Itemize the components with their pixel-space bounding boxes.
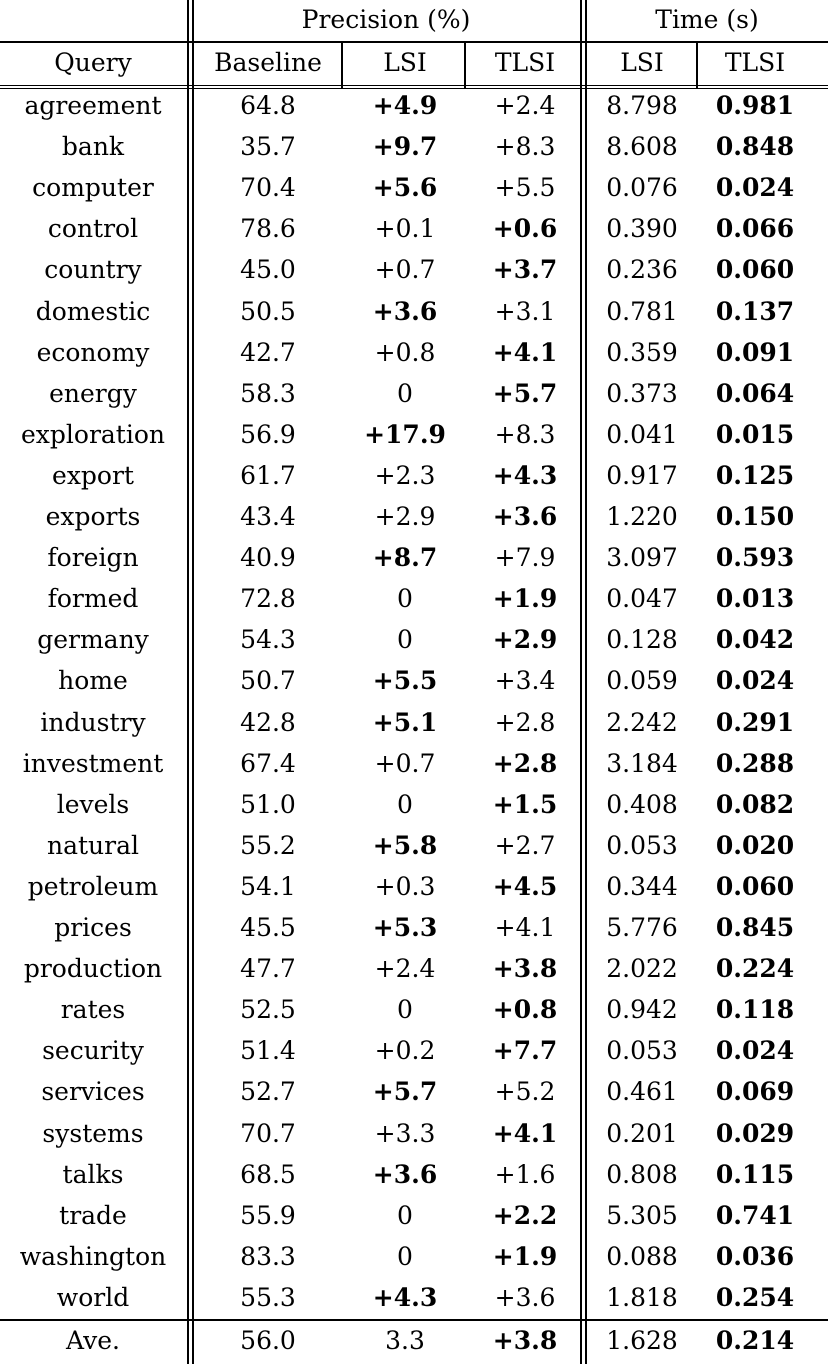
precision-tlsi-cell: +0.6	[492, 214, 558, 243]
precision-lsi-cell: 0	[397, 995, 413, 1024]
time-tlsi-cell: 0.848	[715, 132, 795, 161]
baseline-cell: 68.5	[240, 1160, 296, 1189]
precision-tlsi-cell: +3.4	[494, 666, 556, 695]
precision-tlsi-cell: +4.3	[492, 461, 558, 490]
time-tlsi-cell: 0.036	[715, 1242, 795, 1271]
time-tlsi-cell: 0.593	[715, 543, 795, 572]
time-lsi-cell: 0.359	[606, 338, 678, 367]
query-cell: investment	[22, 749, 164, 778]
precision-lsi-cell: +5.6	[372, 173, 438, 202]
query-cell: control	[47, 214, 139, 243]
baseline-cell: 45.0	[240, 255, 296, 284]
precision-lsi-cell: +17.9	[364, 420, 446, 449]
time-group-header: Time (s)	[655, 5, 759, 34]
precision-tlsi-cell: +3.6	[494, 1283, 556, 1312]
baseline-cell: 52.7	[240, 1077, 296, 1106]
precision-lsi-cell: +0.2	[374, 1036, 436, 1065]
query-cell: natural	[46, 831, 140, 860]
query-cell: washington	[19, 1242, 167, 1271]
query-cell: rates	[60, 995, 126, 1024]
query-cell: energy	[49, 379, 137, 408]
query-cell: industry	[40, 708, 146, 737]
precision-tlsi-cell: +3.6	[492, 502, 558, 531]
precision-lsi-cell: +3.3	[374, 1119, 436, 1148]
query-cell: foreign	[47, 543, 139, 572]
precision-tlsi-cell: +3.1	[494, 297, 556, 326]
time-lsi-cell: 1.628	[606, 1326, 678, 1355]
baseline-cell: 78.6	[240, 214, 296, 243]
baseline-cell: 70.7	[240, 1119, 296, 1148]
time-tlsi-cell: 0.029	[715, 1119, 795, 1148]
baseline-cell: 64.8	[240, 91, 296, 120]
baseline-cell: 67.4	[240, 749, 296, 778]
baseline-cell: 70.4	[240, 173, 296, 202]
time-tlsi-cell: 0.024	[715, 173, 795, 202]
time-lsi-cell: 8.608	[606, 132, 678, 161]
query-cell: talks	[62, 1160, 124, 1189]
baseline-cell: 40.9	[240, 543, 296, 572]
time-lsi-cell: 0.917	[606, 461, 678, 490]
precision-tlsi-cell: +5.5	[494, 173, 556, 202]
time-tlsi-cell: 0.291	[715, 708, 795, 737]
precision-tlsi-cell: +1.5	[492, 790, 558, 819]
time-lsi-cell: 8.798	[606, 91, 678, 120]
precision-lsi-cell: +3.6	[372, 297, 438, 326]
time-tlsi-cell: 0.064	[715, 379, 795, 408]
time-tlsi-cell: 0.082	[715, 790, 795, 819]
query-cell: computer	[32, 173, 154, 202]
precision-tlsi-cell: +4.5	[492, 872, 558, 901]
column-rule	[187, 0, 189, 1364]
precision-lsi-column-header: LSI	[383, 48, 427, 77]
precision-lsi-cell: +3.6	[372, 1160, 438, 1189]
precision-tlsi-cell: +3.8	[492, 1326, 558, 1355]
time-tlsi-cell: 0.066	[715, 214, 795, 243]
time-tlsi-cell: 0.013	[715, 584, 795, 613]
time-lsi-cell: 0.408	[606, 790, 678, 819]
precision-tlsi-cell: +2.8	[492, 749, 558, 778]
time-tlsi-cell: 0.254	[715, 1283, 795, 1312]
query-cell: export	[52, 461, 134, 490]
column-rule	[696, 41, 698, 88]
query-cell: bank	[61, 132, 125, 161]
baseline-cell: 42.7	[240, 338, 296, 367]
precision-lsi-cell: 3.3	[385, 1326, 425, 1355]
time-lsi-cell: 5.305	[606, 1201, 678, 1230]
precision-lsi-cell: +4.9	[372, 91, 438, 120]
query-cell: petroleum	[27, 872, 159, 901]
time-tlsi-cell: 0.150	[715, 502, 795, 531]
baseline-cell: 58.3	[240, 379, 296, 408]
baseline-cell: 50.7	[240, 666, 296, 695]
baseline-cell: 42.8	[240, 708, 296, 737]
baseline-cell: 54.3	[240, 625, 296, 654]
time-lsi-cell: 0.344	[606, 872, 678, 901]
time-lsi-cell: 0.808	[606, 1160, 678, 1189]
time-tlsi-cell: 0.981	[715, 91, 795, 120]
time-tlsi-cell: 0.115	[715, 1160, 795, 1189]
precision-tlsi-cell: +7.7	[492, 1036, 558, 1065]
baseline-cell: 55.3	[240, 1283, 296, 1312]
time-tlsi-cell: 0.060	[715, 872, 795, 901]
precision-lsi-cell: +0.3	[374, 872, 436, 901]
precision-tlsi-cell: +0.8	[492, 995, 558, 1024]
query-cell: Ave.	[66, 1326, 120, 1355]
query-cell: exploration	[21, 420, 165, 449]
precision-tlsi-cell: +8.3	[494, 420, 556, 449]
column-rule	[585, 0, 587, 1364]
precision-lsi-cell: +5.8	[372, 831, 438, 860]
baseline-cell: 52.5	[240, 995, 296, 1024]
precision-lsi-cell: +5.3	[372, 913, 438, 942]
time-tlsi-cell: 0.118	[715, 995, 795, 1024]
precision-lsi-cell: +5.5	[372, 666, 438, 695]
precision-tlsi-cell: +3.8	[492, 954, 558, 983]
precision-lsi-cell: +4.3	[372, 1283, 438, 1312]
time-lsi-cell: 0.053	[606, 1036, 678, 1065]
time-lsi-cell: 1.220	[606, 502, 678, 531]
time-tlsi-cell: 0.214	[715, 1326, 795, 1355]
query-cell: formed	[47, 584, 139, 613]
time-tlsi-cell: 0.020	[715, 831, 795, 860]
precision-tlsi-cell: +4.1	[492, 1119, 558, 1148]
time-lsi-cell: 0.088	[606, 1242, 678, 1271]
precision-lsi-cell: 0	[397, 1201, 413, 1230]
time-lsi-cell: 0.942	[606, 995, 678, 1024]
precision-lsi-cell: +0.7	[374, 749, 436, 778]
time-tlsi-cell: 0.060	[715, 255, 795, 284]
time-lsi-cell: 0.461	[606, 1077, 678, 1106]
precision-tlsi-cell: +2.7	[494, 831, 556, 860]
baseline-cell: 43.4	[240, 502, 296, 531]
precision-tlsi-cell: +1.9	[492, 584, 558, 613]
query-cell: prices	[54, 913, 132, 942]
query-column-header: Query	[54, 48, 132, 77]
time-lsi-cell: 0.236	[606, 255, 678, 284]
query-cell: country	[44, 255, 142, 284]
baseline-cell: 51.4	[240, 1036, 296, 1065]
time-lsi-cell: 0.781	[606, 297, 678, 326]
precision-tlsi-cell: +2.8	[494, 708, 556, 737]
baseline-cell: 55.9	[240, 1201, 296, 1230]
column-rule	[192, 0, 194, 1364]
precision-group-header: Precision (%)	[301, 5, 471, 34]
query-cell: exports	[45, 502, 141, 531]
horizontal-rule	[0, 85, 828, 86]
query-cell: germany	[37, 625, 149, 654]
time-lsi-cell: 5.776	[606, 913, 678, 942]
time-tlsi-column-header: TLSI	[724, 48, 786, 77]
time-lsi-cell: 0.053	[606, 831, 678, 860]
query-cell: world	[56, 1283, 130, 1312]
baseline-cell: 83.3	[240, 1242, 296, 1271]
horizontal-rule	[0, 88, 828, 89]
time-lsi-cell: 2.242	[606, 708, 678, 737]
precision-lsi-cell: 0	[397, 625, 413, 654]
time-tlsi-cell: 0.069	[715, 1077, 795, 1106]
precision-tlsi-cell: +1.9	[492, 1242, 558, 1271]
precision-tlsi-cell: +7.9	[494, 543, 556, 572]
precision-tlsi-cell: +4.1	[494, 913, 556, 942]
precision-tlsi-cell: +8.3	[494, 132, 556, 161]
precision-tlsi-cell: +5.7	[492, 379, 558, 408]
precision-lsi-cell: 0	[397, 1242, 413, 1271]
precision-tlsi-cell: +2.2	[492, 1201, 558, 1230]
time-tlsi-cell: 0.015	[715, 420, 795, 449]
time-lsi-cell: 0.128	[606, 625, 678, 654]
precision-tlsi-cell: +2.4	[494, 91, 556, 120]
time-lsi-cell: 3.097	[606, 543, 678, 572]
query-cell: domestic	[35, 297, 151, 326]
time-lsi-cell: 1.818	[606, 1283, 678, 1312]
precision-lsi-cell: +8.7	[372, 543, 438, 572]
precision-lsi-cell: +2.3	[374, 461, 436, 490]
precision-lsi-cell: +2.9	[374, 502, 436, 531]
time-tlsi-cell: 0.091	[715, 338, 795, 367]
precision-tlsi-column-header: TLSI	[494, 48, 556, 77]
precision-tlsi-cell: +2.9	[492, 625, 558, 654]
baseline-column-header: Baseline	[214, 48, 322, 77]
precision-lsi-cell: +5.1	[372, 708, 438, 737]
query-cell: home	[58, 666, 128, 695]
time-lsi-cell: 2.022	[606, 954, 678, 983]
time-lsi-column-header: LSI	[620, 48, 664, 77]
time-lsi-cell: 0.076	[606, 173, 678, 202]
baseline-cell: 56.9	[240, 420, 296, 449]
baseline-cell: 56.0	[240, 1326, 296, 1355]
baseline-cell: 72.8	[240, 584, 296, 613]
query-cell: trade	[59, 1201, 127, 1230]
time-tlsi-cell: 0.024	[715, 1036, 795, 1065]
baseline-cell: 51.0	[240, 790, 296, 819]
time-tlsi-cell: 0.224	[715, 954, 795, 983]
precision-lsi-cell: 0	[397, 790, 413, 819]
precision-lsi-cell: +2.4	[374, 954, 436, 983]
precision-tlsi-cell: +3.7	[492, 255, 558, 284]
query-cell: agreement	[24, 91, 162, 120]
column-rule	[464, 41, 466, 88]
baseline-cell: 35.7	[240, 132, 296, 161]
baseline-cell: 50.5	[240, 297, 296, 326]
baseline-cell: 47.7	[240, 954, 296, 983]
precision-lsi-cell: +0.7	[374, 255, 436, 284]
baseline-cell: 54.1	[240, 872, 296, 901]
time-lsi-cell: 0.390	[606, 214, 678, 243]
precision-lsi-cell: +0.8	[374, 338, 436, 367]
precision-tlsi-cell: +5.2	[494, 1077, 556, 1106]
query-cell: services	[41, 1077, 145, 1106]
query-cell: systems	[42, 1119, 144, 1148]
horizontal-rule	[0, 41, 828, 43]
query-cell: security	[42, 1036, 144, 1065]
precision-lsi-cell: +9.7	[372, 132, 438, 161]
time-tlsi-cell: 0.024	[715, 666, 795, 695]
time-lsi-cell: 0.201	[606, 1119, 678, 1148]
column-rule	[341, 41, 343, 88]
baseline-cell: 55.2	[240, 831, 296, 860]
query-cell: economy	[36, 338, 150, 367]
time-lsi-cell: 0.059	[606, 666, 678, 695]
query-cell: production	[23, 954, 163, 983]
precision-lsi-cell: 0	[397, 584, 413, 613]
query-cell: levels	[56, 790, 130, 819]
time-lsi-cell: 0.373	[606, 379, 678, 408]
column-rule	[580, 0, 582, 1364]
time-tlsi-cell: 0.137	[715, 297, 795, 326]
baseline-cell: 45.5	[240, 913, 296, 942]
time-tlsi-cell: 0.741	[715, 1201, 795, 1230]
time-tlsi-cell: 0.125	[715, 461, 795, 490]
time-tlsi-cell: 0.845	[715, 913, 795, 942]
precision-lsi-cell: +0.1	[374, 214, 436, 243]
time-lsi-cell: 0.041	[606, 420, 678, 449]
time-tlsi-cell: 0.042	[715, 625, 795, 654]
horizontal-rule	[0, 1319, 828, 1321]
time-tlsi-cell: 0.288	[715, 749, 795, 778]
precision-lsi-cell: 0	[397, 379, 413, 408]
time-lsi-cell: 0.047	[606, 584, 678, 613]
precision-tlsi-cell: +1.6	[494, 1160, 556, 1189]
precision-tlsi-cell: +4.1	[492, 338, 558, 367]
baseline-cell: 61.7	[240, 461, 296, 490]
time-lsi-cell: 3.184	[606, 749, 678, 778]
precision-lsi-cell: +5.7	[372, 1077, 438, 1106]
